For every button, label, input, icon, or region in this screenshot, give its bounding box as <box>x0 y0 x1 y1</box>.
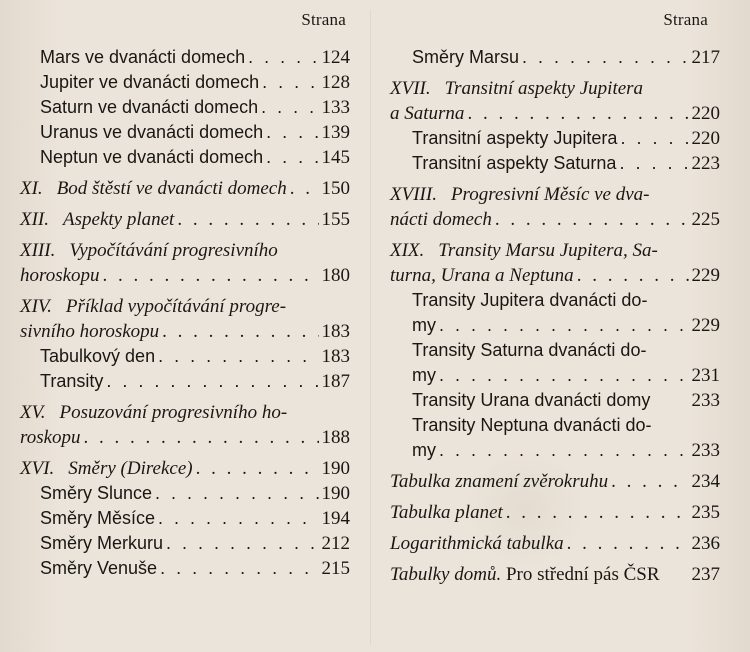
toc-entry-title-continuation: my <box>412 315 436 335</box>
chapter-title-continuation: roskopu <box>20 427 81 448</box>
leader-dots <box>439 363 689 388</box>
leader-dots <box>495 207 689 232</box>
toc-page-number: 133 <box>321 97 350 118</box>
page-column-header-left: Strana <box>301 10 346 29</box>
toc-page-number: 145 <box>321 147 350 168</box>
toc-entry <box>390 126 720 151</box>
toc-page-number: 229 <box>691 265 720 286</box>
leader-dots <box>248 45 318 70</box>
toc-page-number: 220 <box>691 103 720 124</box>
leader-dots <box>155 481 318 506</box>
chapter-title: Aspekty planet <box>63 209 175 230</box>
toc-entry-title: Transitní aspekty Jupitera <box>412 128 618 148</box>
toc-entry-title: Směry Měsíce <box>40 508 156 528</box>
toc-entry <box>20 556 350 581</box>
toc-page-number: 183 <box>321 346 350 367</box>
toc-page-number: 190 <box>321 458 350 479</box>
toc-page-number: 234 <box>691 471 720 492</box>
toc-page-number: 215 <box>321 558 350 579</box>
toc-page-number: 187 <box>321 371 350 392</box>
chapter-number: XVII. <box>390 78 431 99</box>
toc-entry <box>390 45 720 70</box>
gutter-divider <box>370 10 371 645</box>
leader-dots <box>467 101 688 126</box>
chapter-title: Bod štěstí ve dvanácti domech <box>56 178 287 199</box>
toc-entry <box>20 70 350 95</box>
toc-chapter-entry <box>20 456 350 481</box>
toc-entry-title: Transity <box>40 371 104 391</box>
chapter-title: Progresivní Měsíc ve dva- <box>450 184 650 205</box>
toc-entry-title: Transity Urana dvanácti domy <box>412 390 651 410</box>
leader-dots <box>620 126 688 151</box>
toc-page-number: 188 <box>321 427 350 448</box>
chapter-title: Transitní aspekty Jupitera <box>444 78 644 99</box>
leader-dots <box>266 145 318 170</box>
toc-chapter-entry <box>390 531 720 556</box>
toc-entry-title: Směry Slunce <box>40 483 153 503</box>
toc-entry <box>20 120 350 145</box>
leader-dots <box>106 369 318 394</box>
toc-page-number: 150 <box>321 178 350 199</box>
chapter-title: Tabulka znamení zvěrokruhu <box>390 471 609 492</box>
toc-chapter-entry <box>20 294 350 344</box>
toc-entry-title-continuation: my <box>412 365 436 385</box>
toc-page-number: 128 <box>321 72 350 93</box>
toc-page-number: 236 <box>691 533 720 554</box>
chapter-number: XIII. <box>20 240 56 261</box>
leader-dots <box>158 344 318 369</box>
leader-dots <box>162 319 318 344</box>
chapter-title-continuation: horoskopu <box>20 265 100 286</box>
chapter-title: Posuzování progresivního ho- <box>59 402 288 423</box>
leader-dots <box>619 151 688 176</box>
toc-chapter-entry <box>390 500 720 525</box>
leader-dots <box>196 456 319 481</box>
toc-entry <box>20 45 350 70</box>
toc-page-number: 231 <box>691 365 720 386</box>
toc-left-column <box>20 45 350 581</box>
toc-entry-title: Transity Neptuna dvanácti do- <box>412 415 652 435</box>
leader-dots <box>522 45 688 70</box>
toc-page-number: 180 <box>321 265 350 286</box>
leader-dots <box>160 556 318 581</box>
leader-dots <box>439 313 689 338</box>
leader-dots <box>158 506 318 531</box>
toc-page-number: 212 <box>321 533 350 554</box>
toc-entry-title: Směry Venuše <box>40 558 158 578</box>
toc-page-number: 139 <box>321 122 350 143</box>
leader-dots <box>611 469 688 494</box>
chapter-title: Logarithmická tabulka <box>390 533 564 554</box>
chapter-title-continuation: sivního horoskopu <box>20 321 160 342</box>
toc-chapter-entry <box>390 562 720 587</box>
toc-page-number: 217 <box>691 47 720 68</box>
leader-dots <box>567 531 689 556</box>
chapter-title-upright: Pro střední pás ČSR <box>505 564 660 585</box>
toc-entry-title-continuation: my <box>412 440 436 460</box>
toc-page-number: 220 <box>691 128 720 149</box>
toc-entry-title: Směry Merkuru <box>40 533 164 553</box>
leader-dots <box>261 95 318 120</box>
leader-dots <box>577 263 689 288</box>
page-column-header-right: Strana <box>663 10 708 29</box>
chapter-title: Tabulky domů. <box>390 564 502 585</box>
leader-dots <box>103 263 319 288</box>
toc-chapter-entry <box>390 238 720 288</box>
toc-page-number: 183 <box>321 321 350 342</box>
chapter-title: Směry (Direkce) <box>68 458 193 479</box>
chapter-title: Tabulka planet <box>390 502 503 523</box>
chapter-title: Transity Marsu Jupitera, Sa- <box>438 240 658 261</box>
toc-entry-title: Transitní aspekty Saturna <box>412 153 617 173</box>
chapter-title-continuation: nácti domech <box>390 209 492 230</box>
leader-dots <box>262 70 318 95</box>
chapter-title-continuation: a Saturna <box>390 103 465 124</box>
toc-page-number: 194 <box>321 508 350 529</box>
toc-page-number: 235 <box>691 502 720 523</box>
toc-entry <box>20 481 350 506</box>
toc-chapter-entry <box>390 469 720 494</box>
chapter-number: XVIII. <box>390 184 437 205</box>
toc-entry <box>20 95 350 120</box>
toc-page-number: 233 <box>691 440 720 461</box>
chapter-title-continuation: turna, Urana a Neptuna <box>390 265 574 286</box>
toc-entry <box>20 344 350 369</box>
toc-entry-title: Saturn ve dvanácti domech <box>40 97 259 117</box>
toc-entry <box>20 145 350 170</box>
toc-entry <box>390 288 720 338</box>
toc-entry <box>390 413 720 463</box>
toc-entry-title: Tabulkový den <box>40 346 156 366</box>
leader-dots <box>84 425 319 450</box>
chapter-number: XIV. <box>20 296 52 317</box>
toc-entry <box>20 531 350 556</box>
toc-entry-title: Uranus ve dvanácti domech <box>40 122 264 142</box>
chapter-title: Příklad vypočítávání progre- <box>65 296 287 317</box>
chapter-number: XI. <box>20 178 43 199</box>
toc-page-number: 229 <box>691 315 720 336</box>
toc-chapter-entry <box>20 207 350 232</box>
chapter-number: XII. <box>20 209 50 230</box>
toc-page-number: 225 <box>691 209 720 230</box>
chapter-number: XVI. <box>20 458 55 479</box>
toc-entry-title: Mars ve dvanácti domech <box>40 47 246 67</box>
toc-entry-title: Neptun ve dvanácti domech <box>40 147 264 167</box>
toc-page-number: 223 <box>691 153 720 174</box>
toc-chapter-entry <box>390 182 720 232</box>
leader-dots <box>439 438 689 463</box>
toc-chapter-entry <box>390 76 720 126</box>
toc-entry-title: Transity Saturna dvanácti do- <box>412 340 647 360</box>
toc-entry <box>390 338 720 388</box>
leader-dots <box>266 120 318 145</box>
toc-page-number: 155 <box>321 209 350 230</box>
leader-dots <box>166 531 318 556</box>
chapter-title: Vypočítávání progresivního <box>69 240 278 261</box>
toc-entry-title: Jupiter ve dvanácti domech <box>40 72 260 92</box>
toc-page-number: 190 <box>321 483 350 504</box>
toc-page-number: 233 <box>691 390 720 411</box>
toc-chapter-entry <box>20 238 350 288</box>
toc-entry-title: Transity Jupitera dvanácti do- <box>412 290 648 310</box>
toc-page-number: 124 <box>321 47 350 68</box>
toc-entry <box>390 388 720 413</box>
leader-dots <box>177 207 318 232</box>
chapter-number: XV. <box>20 402 46 423</box>
toc-entry <box>20 369 350 394</box>
toc-page-number: 237 <box>691 564 720 585</box>
leader-dots <box>506 500 689 525</box>
leader-dots <box>290 176 319 201</box>
toc-entry <box>20 506 350 531</box>
chapter-number: XIX. <box>390 240 425 261</box>
toc-chapter-entry <box>20 176 350 201</box>
toc-right-column <box>390 45 720 587</box>
toc-entry-title: Směry Marsu <box>412 47 520 67</box>
toc-chapter-entry <box>20 400 350 450</box>
toc-entry <box>390 151 720 176</box>
